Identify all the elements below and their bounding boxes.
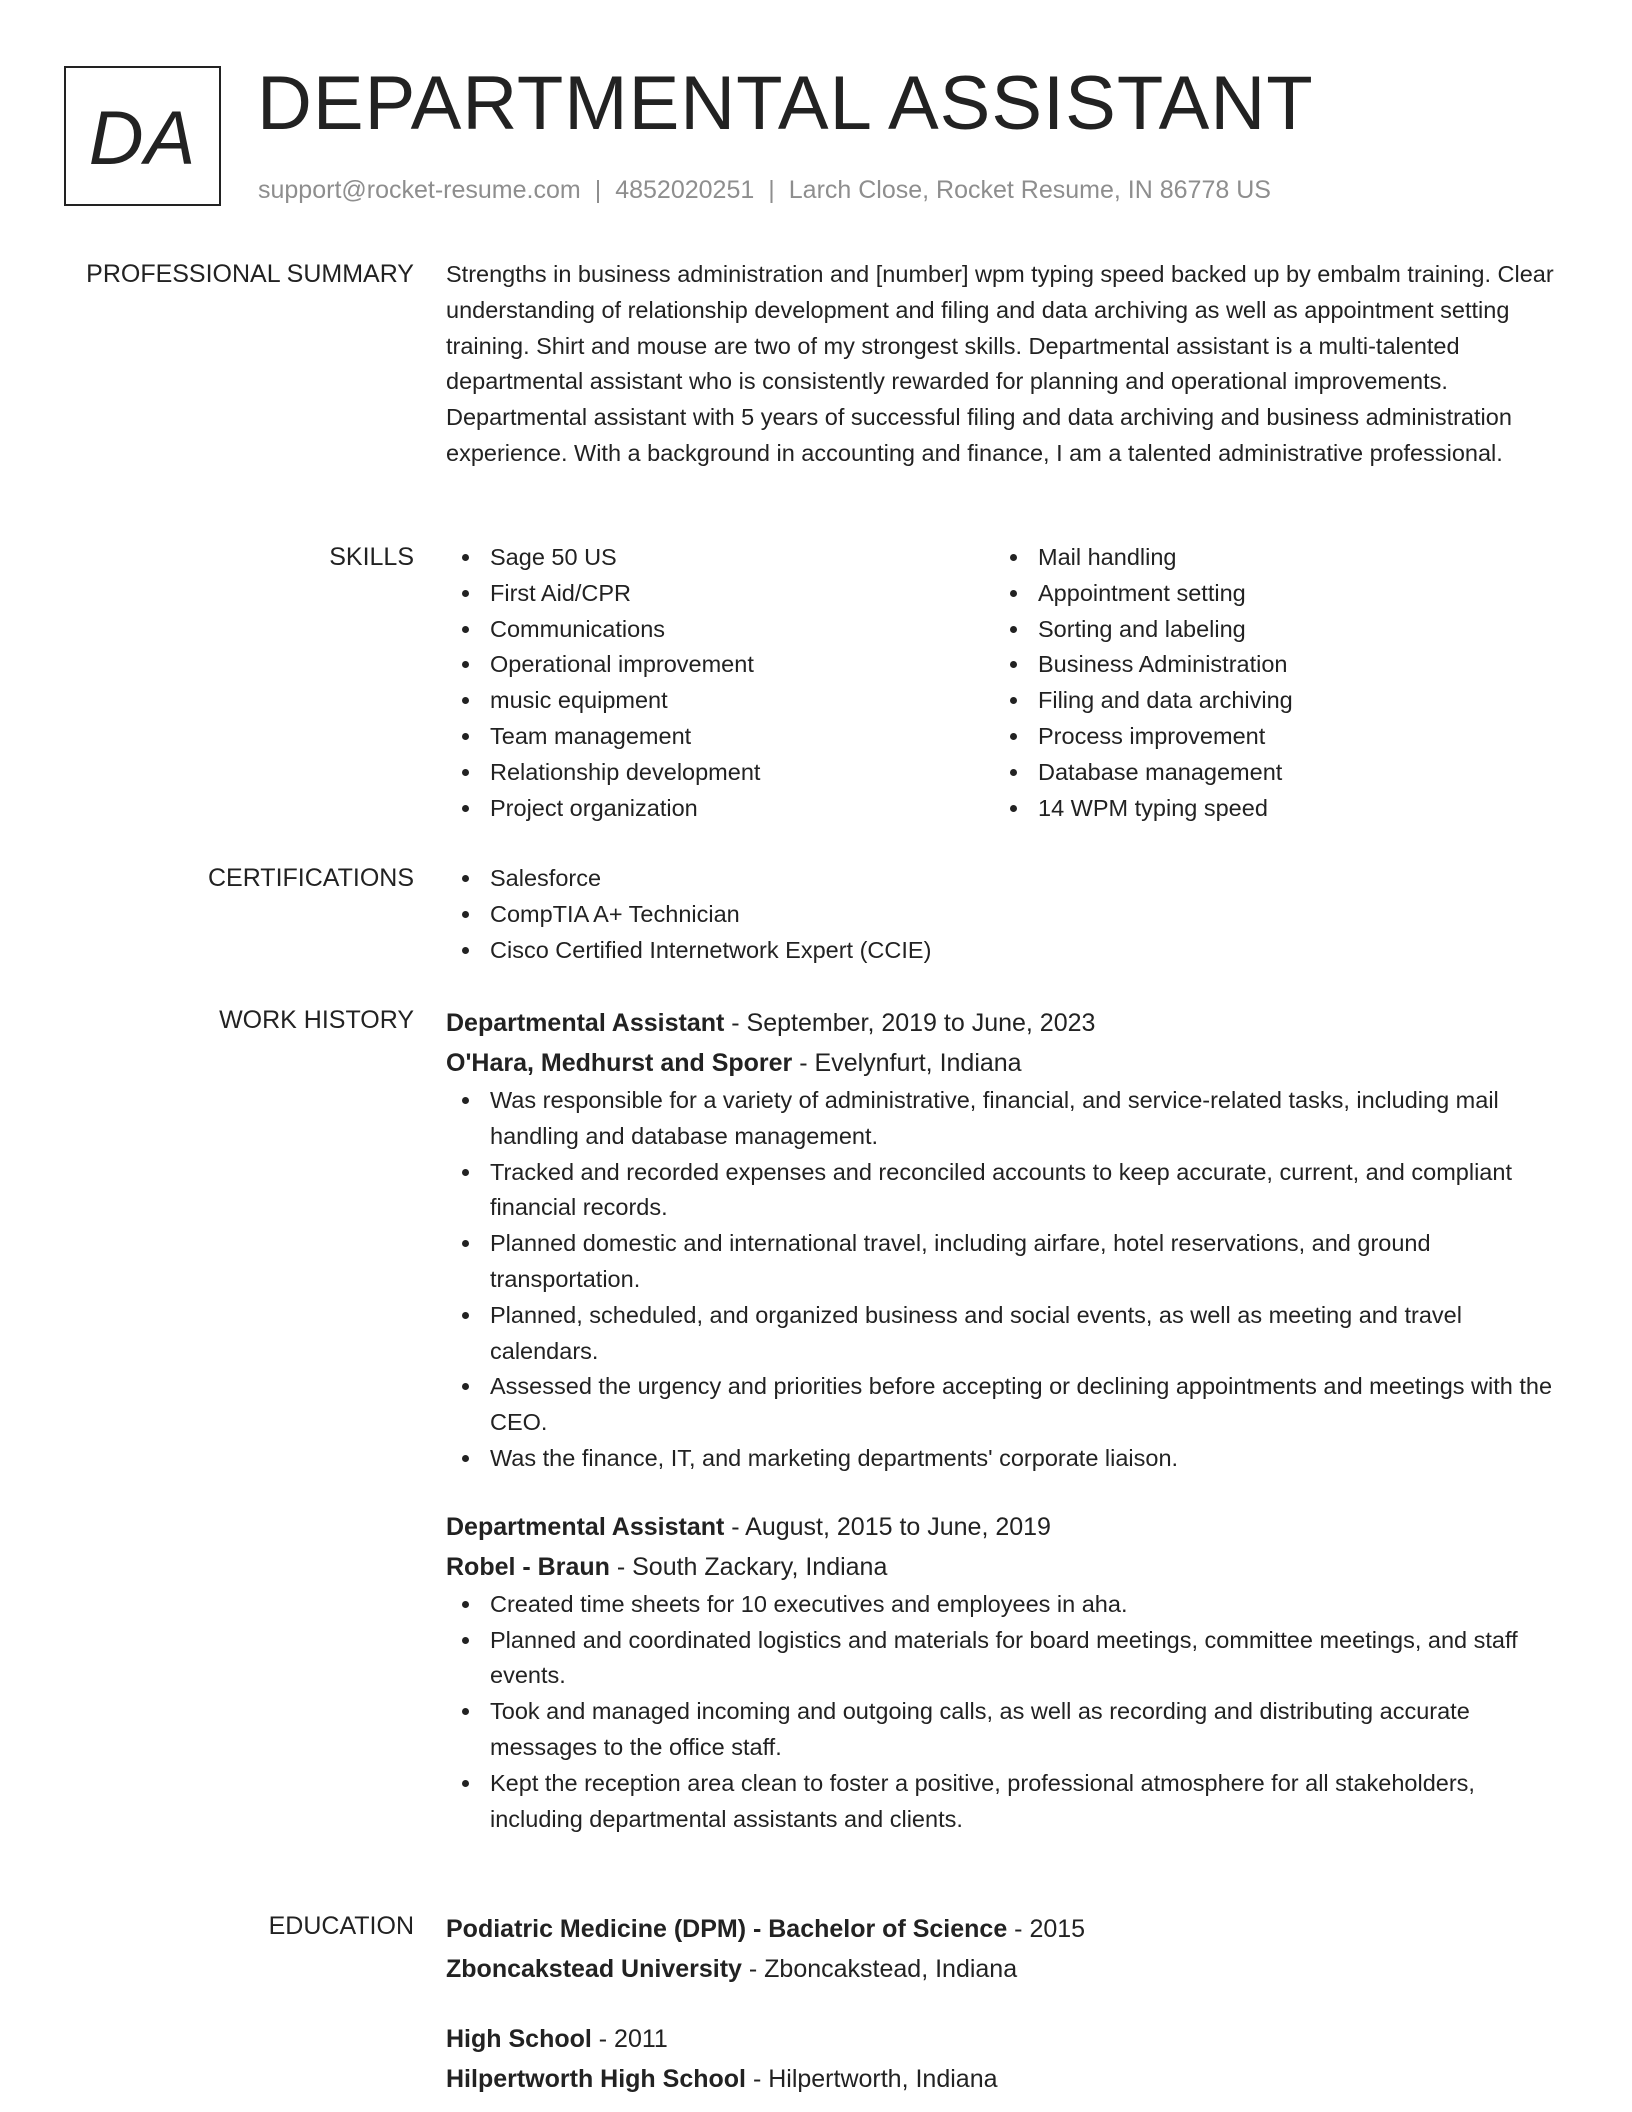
section-label-summary: PROFESSIONAL SUMMARY — [86, 260, 414, 288]
job-duty: Tracked and recorded expenses and reconciled accounts to keep accurate, current, and compliant financial records. — [446, 1155, 1566, 1227]
education-location: - Zboncakstead, Indiana — [741, 1955, 1018, 1983]
education-degree: Podiatric Medicine (DPM) - Bachelor of Science — [446, 1915, 1008, 1943]
skill-item: First Aid/CPR — [446, 576, 994, 612]
education-school: Zboncakstead University — [446, 1955, 742, 1983]
section-label-work-history: WORK HISTORY — [219, 1006, 414, 1034]
section-label-education: EDUCATION — [268, 1912, 414, 1940]
certification-item: CompTIA A+ Technician — [446, 897, 1566, 933]
contact-phone[interactable]: 4852020251 — [615, 176, 755, 204]
job-company: O'Hara, Medhurst and Sporer — [446, 1049, 793, 1077]
education-entry — [446, 1909, 1566, 1989]
education-degree-line — [446, 1909, 1566, 1949]
job-duty: Was the finance, IT, and marketing departments' corporate liaison. — [446, 1441, 1566, 1477]
job-title: Departmental Assistant — [446, 1009, 725, 1037]
job-duty: Planned and coordinated logistics and materials for board meetings, committee meetings, and staff events. — [446, 1623, 1566, 1695]
job-duties-list — [446, 1587, 1566, 1838]
skill-item: Database management — [994, 755, 1542, 791]
job-duty: Kept the reception area clean to foster a positive, professional atmosphere for all stakeholders, including departmental assistants and clients. — [446, 1766, 1566, 1838]
job-entry — [446, 1507, 1566, 1838]
contact-address: Larch Close, Rocket Resume, IN 86778 US — [788, 176, 1271, 204]
skill-item: Mail handling — [994, 540, 1542, 576]
skill-item: Sorting and labeling — [994, 612, 1542, 648]
job-duty: Assessed the urgency and priorities before accepting or declining appointments and meetings with the CEO. — [446, 1369, 1566, 1441]
education-degree-line — [446, 2019, 1566, 2059]
skill-item: Project organization — [446, 791, 994, 827]
skill-item: Communications — [446, 612, 994, 648]
job-duty: Was responsible for a variety of administrative, financial, and service-related tasks, including mail handling and database management. — [446, 1083, 1566, 1155]
skill-item: music equipment — [446, 683, 994, 719]
skill-item: Filing and data archiving — [994, 683, 1542, 719]
certification-item: Salesforce — [446, 861, 1566, 897]
contact-line — [258, 174, 1271, 207]
job-duty: Planned domestic and international travel, including airfare, hotel reservations, and ground transportation. — [446, 1226, 1566, 1298]
job-duty: Planned, scheduled, and organized business and social events, as well as meeting and travel calendars. — [446, 1298, 1566, 1370]
job-duties-list — [446, 1083, 1566, 1477]
job-title-line — [446, 1507, 1566, 1547]
skill-item: Appointment setting — [994, 576, 1542, 612]
skill-item: Operational improvement — [446, 647, 994, 683]
education-school-line — [446, 2059, 1566, 2099]
education-location: - Hilpertworth, Indiana — [746, 2065, 998, 2093]
certification-item: Cisco Certified Internetwork Expert (CCIE) — [446, 933, 1566, 969]
contact-separator: | — [594, 176, 602, 204]
job-duty: Created time sheets for 10 executives and employees in aha. — [446, 1587, 1566, 1623]
certifications-list — [446, 861, 1566, 968]
education-degree: High School — [446, 2025, 592, 2053]
job-title-line — [446, 1003, 1566, 1043]
job-dates: - August, 2015 to June, 2019 — [724, 1512, 1051, 1541]
education-year: - 2015 — [1007, 1915, 1086, 1943]
job-company-line — [446, 1043, 1566, 1083]
job-location: - South Zackary, Indiana — [609, 1552, 888, 1581]
skill-item: 14 WPM typing speed — [994, 791, 1542, 827]
skill-item: Sage 50 US — [446, 540, 994, 576]
job-entry — [446, 1003, 1566, 1477]
contact-email[interactable]: support@rocket-resume.com — [258, 176, 581, 204]
contact-separator: | — [768, 176, 775, 204]
resume-title: DEPARTMENTAL ASSISTANT — [257, 61, 1314, 146]
skill-item: Team management — [446, 719, 994, 755]
education-entry — [446, 2019, 1566, 2099]
section-label-skills: SKILLS — [329, 543, 414, 571]
job-company: Robel - Braun — [446, 1552, 610, 1581]
education-school: Hilpertworth High School — [446, 2065, 746, 2093]
skill-item: Process improvement — [994, 719, 1542, 755]
resume-header — [64, 61, 1568, 210]
job-company-line — [446, 1547, 1566, 1587]
skill-item: Business Administration — [994, 647, 1542, 683]
skills-list-left — [446, 540, 994, 826]
job-title: Departmental Assistant — [446, 1512, 725, 1541]
job-dates: - September, 2019 to June, 2023 — [724, 1009, 1096, 1037]
education-school-line — [446, 1949, 1566, 1989]
skills-list-right — [994, 540, 1542, 826]
job-location: - Evelynfurt, Indiana — [792, 1049, 1022, 1077]
education-year: - 2011 — [591, 2025, 668, 2053]
monogram-badge: DA — [64, 66, 221, 206]
job-duty: Took and managed incoming and outgoing calls, as well as recording and distributing accurate messages to the office staff. — [446, 1694, 1566, 1766]
summary-text: Strengths in business administration and [number] wpm typing speed backed up by embalm training. Clear understanding of relationship development and filing and data archiving as well as appointment setting training. Shirt and mouse are two of my strongest skills. Departmental assistant is a multi-talented departmental assistant who is consistently rewarded for planning and operational improvements. Departmental assistant with 5 years of successful filing and data archiving and business administration experience. With a background in accounting and finance, I am a talented administrative professional. — [446, 261, 1554, 466]
section-label-certifications: CERTIFICATIONS — [207, 864, 414, 892]
skill-item: Relationship development — [446, 755, 994, 791]
